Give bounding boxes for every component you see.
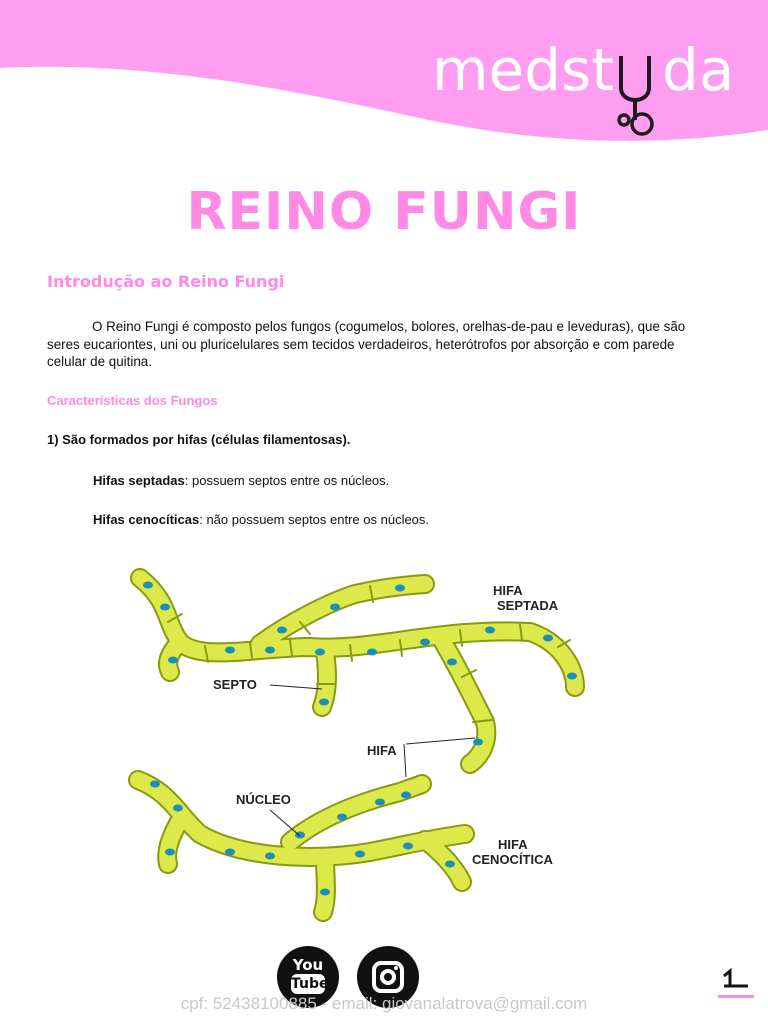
- stethoscope-icon: [615, 48, 665, 143]
- brand-wordmark-icon: [430, 30, 750, 130]
- svg-text:medst: medst: [432, 36, 614, 104]
- subheading: Características dos Fungos: [47, 393, 218, 408]
- definition-cenociticas: Hifas cenocíticas: não possuem septos entre os núcleos.: [93, 512, 430, 527]
- section-title: Introdução ao Reino Fungi: [47, 272, 285, 291]
- definition-septadas: Hifas septadas: possuem septos entre os núcleos.: [93, 473, 390, 488]
- youtube-icon: You: [292, 956, 324, 974]
- footer-watermark: cpf: 52438100885 - email: giovanalatrova@gmail.com: [180, 994, 588, 1013]
- page-number: [718, 962, 754, 998]
- point-1: 1) São formados por hifas (células filamentosas).: [47, 432, 351, 447]
- intro-text: O Reino Fungi é composto pelos fungos (cogumelos, bolores, orelhas-de-pau e leveduras), que são seres eucariontes, uni ou pluricelulares sem tecidos verdadeiros, heterótrofos por absorção e com parede celular de quitina.: [47, 319, 686, 369]
- label-hifa-cenocitica-2: CENOCÍTICA: [472, 852, 553, 867]
- youtube-tube-label: Tube: [291, 976, 329, 992]
- label-hifa: HIFA: [367, 743, 397, 758]
- hyphae-diagram: [110, 552, 612, 935]
- intro-paragraph: [47, 318, 687, 371]
- svg-text:da: da: [662, 36, 735, 104]
- page-title: REINO FUNGI: [186, 182, 582, 242]
- page-number-glyph-icon: [722, 968, 750, 990]
- label-hifa-cenocitica-1: HIFA: [498, 837, 528, 852]
- brand-logo[interactable]: [430, 30, 750, 130]
- label-hifa-septada-1: HIFA: [493, 583, 523, 598]
- label-hifa-septada-2: SEPTADA: [497, 598, 559, 613]
- label-septo: SEPTO: [213, 677, 257, 692]
- label-nucleo: NÚCLEO: [236, 792, 291, 807]
